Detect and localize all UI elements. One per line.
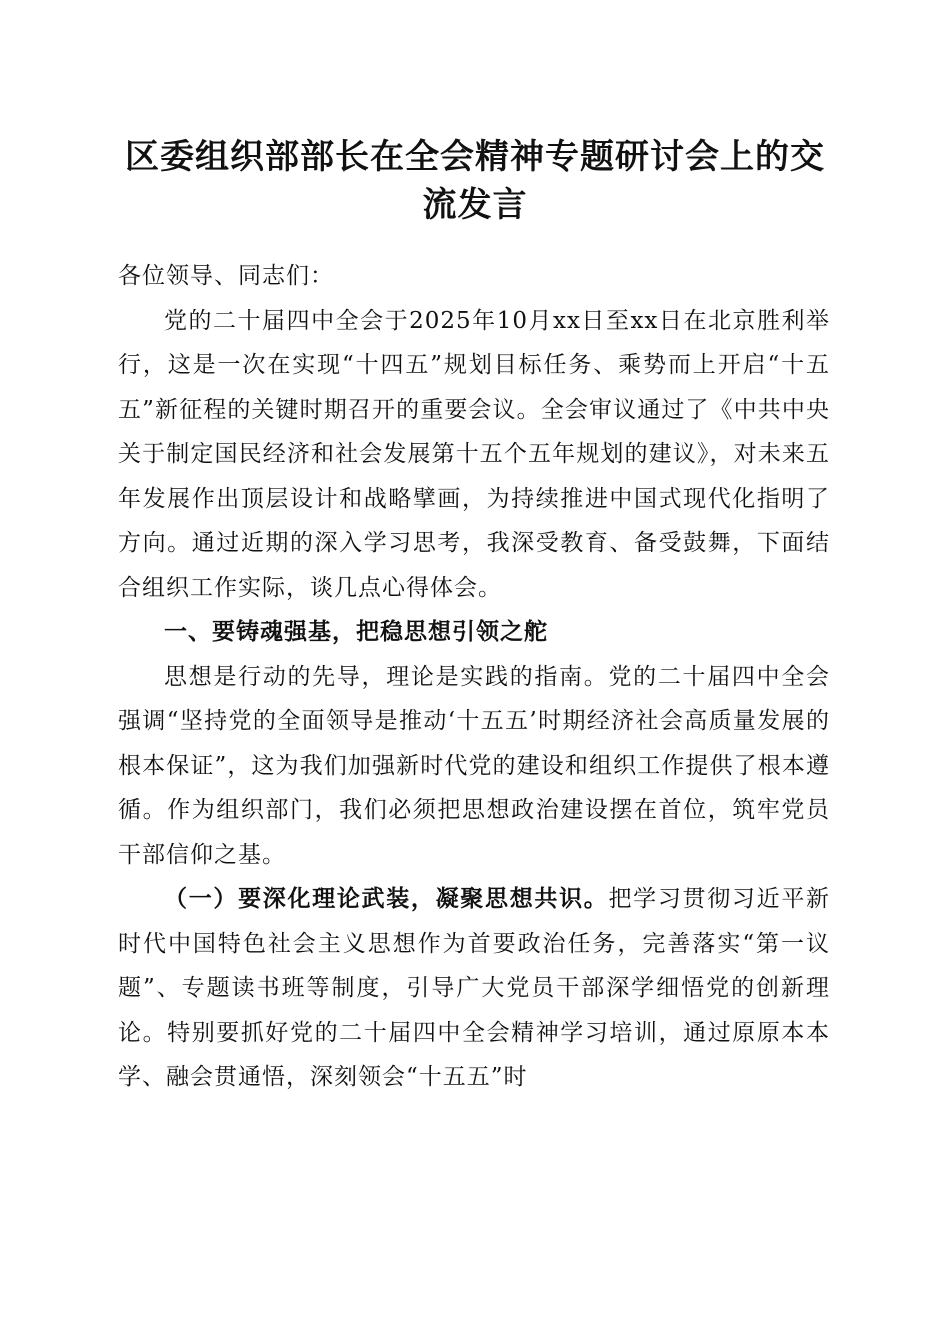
- subsection-1-lead: （一）要深化理论武装，凝聚思想共识。: [164, 885, 609, 912]
- subsection-1-paragraph: [118, 877, 830, 1100]
- document-body: [118, 254, 830, 1100]
- intro-paragraph: 党的二十届四中全会于2025年10月xx日至xx日在北京胜利举行，这是一次在实现“十四五”规划目标任务、乘势而上开启“十五五”新征程的关键时期召开的重要会议。全会审议通过了《中共中央关于制定国民经济和社会发展第十五个五年规划的建议》，对未来五年发展作出顶层设计和战略擘画，为持续推进中国式现代化指明了方向。通过近期的深入学习思考，我深受教育、备受鼓舞，下面结合组织工作实际，谈几点心得体会。: [118, 307, 830, 601]
- salutation: 各位领导、同志们：: [118, 263, 334, 289]
- section-heading-1: 一、要铸魂强基，把稳思想引领之舵: [164, 619, 548, 645]
- section-1-paragraph: 思想是行动的先导，理论是实践的指南。党的二十届四中全会强调“坚持党的全面领导是推动‘十五五’时期经济社会高质量发展的根本保证”，这为我们加强新时代党的建设和组织工作提供了根本遵循。作为组织部门，我们必须把思想政治建设摆在首位，筑牢党员干部信仰之基。: [118, 663, 830, 868]
- document-title: 区委组织部部长在全会精神专题研讨会上的交流发言: [125, 137, 825, 225]
- subsection-1-text: 把学习贯彻习近平新时代中国特色社会主义思想作为首要政治任务，完善落实“第一议题”、专题读书班等制度，引导广大党员干部深学细悟党的创新理论。特别要抓好党的二十届四中全会精神学习培训，通过原原本本学、融会贯通悟，深刻领会“十五五”时: [118, 886, 831, 1090]
